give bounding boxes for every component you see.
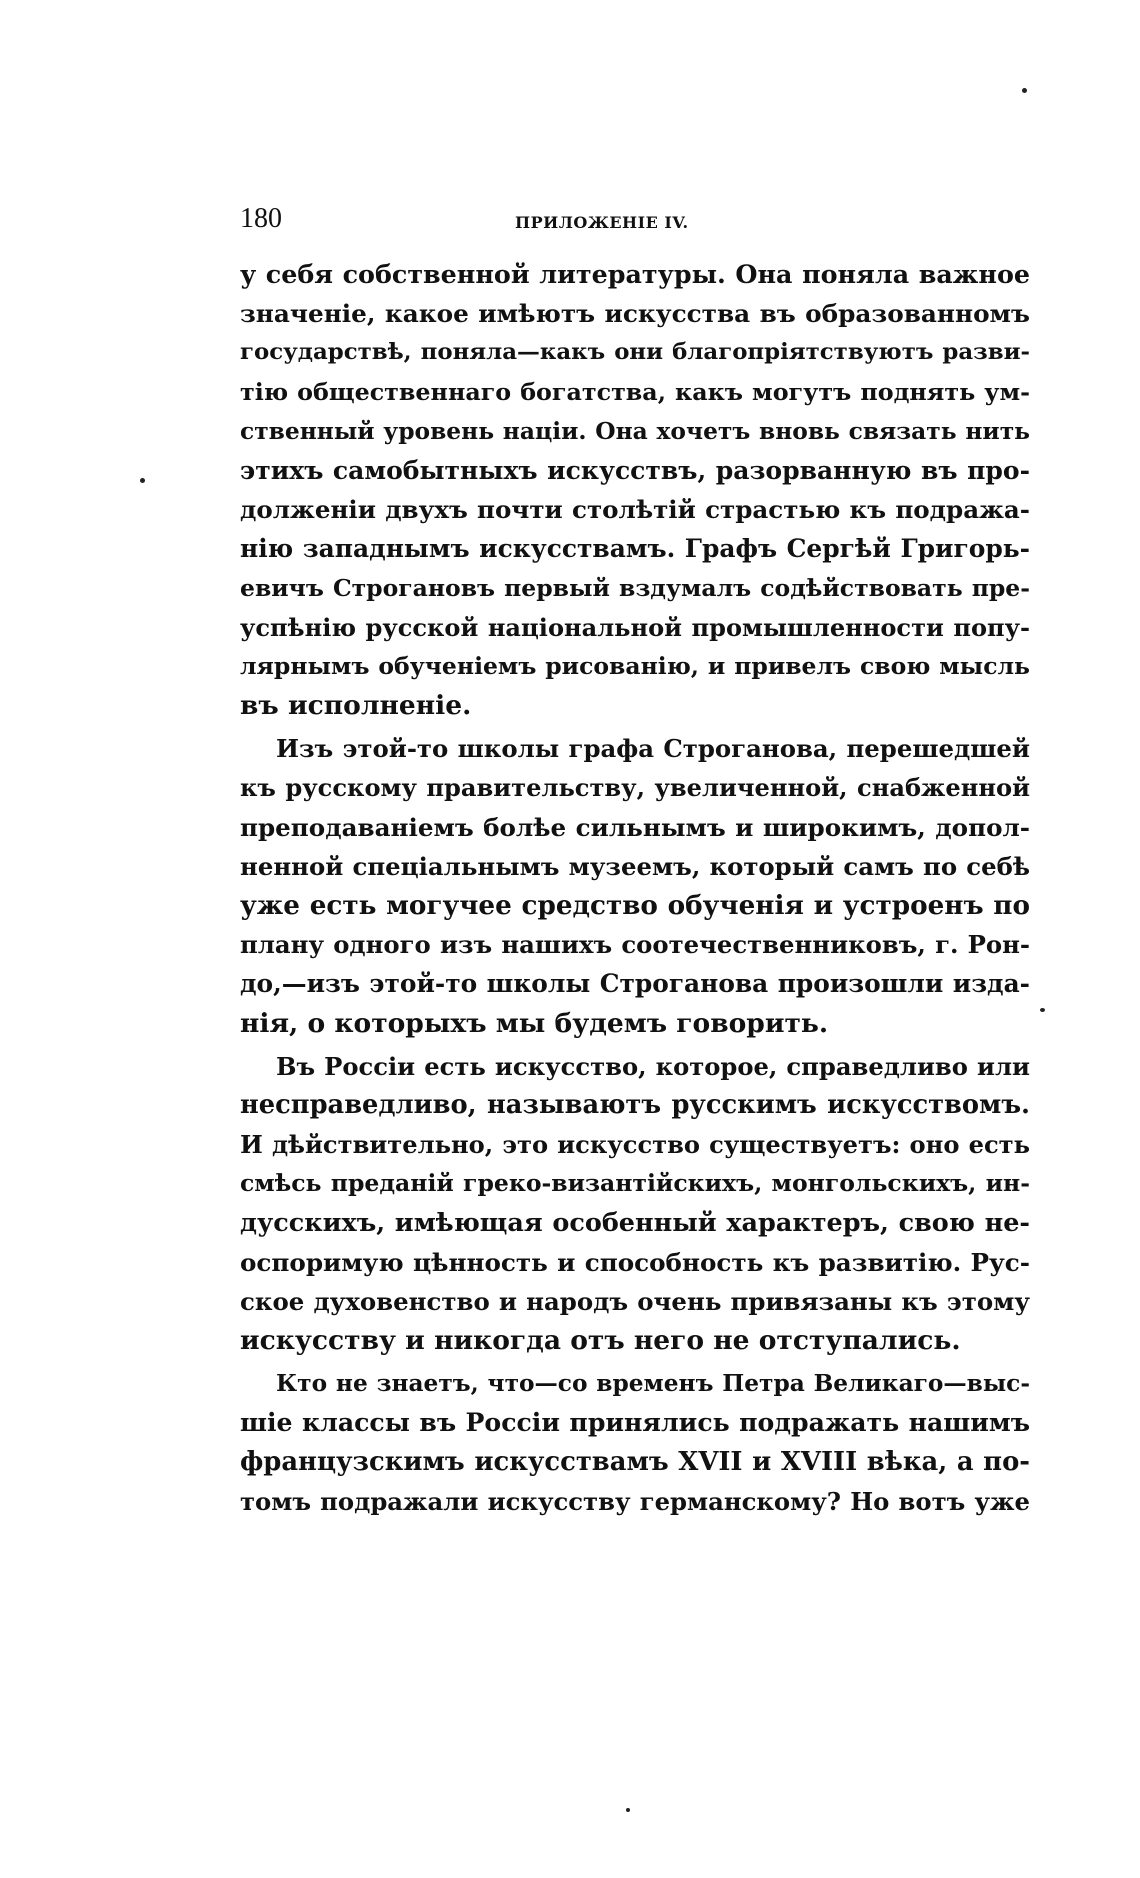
scan-speck xyxy=(1022,88,1027,93)
paragraph-2 xyxy=(240,729,1030,1043)
scan-speck xyxy=(626,1808,630,1812)
text-line: уже есть могучее средство обученія и устроенъ по xyxy=(240,890,1030,921)
text-line: ственный уровень націи. Она хочетъ вновь связать нить xyxy=(240,416,1030,445)
text-line: плану одного изъ нашихъ соотечественниковъ, г. Рон- xyxy=(240,930,1030,960)
text-line: до,—изъ этой-то школы Строганова произошли изда- xyxy=(240,969,1030,999)
text-line: тію общественнаго богатства, какъ могутъ поднять ум- xyxy=(240,377,1030,406)
text-line: евичъ Строгановъ первый вздумалъ содѣйствовать пре- xyxy=(240,573,1030,602)
text-line: оспоримую цѣнность и способность къ развитію. Рус- xyxy=(240,1247,1030,1277)
text-line: лярнымъ обученіемъ рисованію, и привелъ свою мысль xyxy=(240,651,1030,680)
text-line: у себя собственной литературы. Она поняла важное xyxy=(240,259,1030,289)
text-line: къ русскому правительству, увеличенной, снабженной xyxy=(240,773,1030,803)
scan-speck xyxy=(1040,1008,1045,1012)
text-line: государствѣ, поняла—какъ они благопріятствуютъ разви- xyxy=(240,339,1030,366)
paragraph-1 xyxy=(240,255,1030,725)
text-line: смѣсь преданій греко-византійскихъ, монгольскихъ, ин- xyxy=(240,1169,1030,1198)
scan-speck xyxy=(140,478,145,483)
text-line: И дѣйствительно, это искусство существуетъ: оно есть xyxy=(240,1130,1030,1160)
text-line: французскимъ искусствамъ XVII и XVIII вѣка, а по- xyxy=(240,1446,1030,1477)
text-line: въ исполненіе. xyxy=(240,690,472,722)
text-line: томъ подражали искусству германскому? Но вотъ уже xyxy=(240,1486,1030,1516)
text-line: дусскихъ, имѣющая особенный характеръ, свою не- xyxy=(240,1207,1030,1238)
text-line: Въ Россіи есть искусство, которое, справедливо или xyxy=(276,1051,1030,1081)
page-number: 180 xyxy=(240,203,282,234)
paragraph-3 xyxy=(240,1047,1030,1361)
text-line: нія, о которыхъ мы будемъ говорить. xyxy=(240,1007,829,1039)
text-line: нію западнымъ искусствамъ. Графъ Сергѣй Григорь- xyxy=(240,534,1030,564)
text-line: успѣнію русской національной промышленности попу- xyxy=(240,612,1030,642)
text-line: несправедливо, называютъ русскимъ искусствомъ. xyxy=(240,1089,1030,1120)
paragraph-4 xyxy=(240,1364,1030,1521)
text-line: Изъ этой-то школы графа Строганова, перешедшей xyxy=(276,734,1030,764)
text-line: долженіи двухъ почти столѣтій страстью къ подража- xyxy=(240,495,1030,525)
text-line: шіе классы въ Россіи принялись подражать нашимъ xyxy=(240,1407,1030,1438)
text-line: ское духовенство и народъ очень привязаны къ этому xyxy=(240,1286,1030,1316)
running-head: ПРИЛОЖЕНІЕ IV. xyxy=(515,213,689,232)
page-header xyxy=(240,203,1025,243)
text-line: искусству и никогда отъ него не отступались. xyxy=(240,1325,961,1357)
text-line: значеніе, какое имѣютъ искусства въ образованномъ xyxy=(240,299,1030,329)
text-line: ненной спеціальнымъ музеемъ, который самъ по себѣ xyxy=(240,851,1030,881)
text-line: Кто не знаетъ, что—со временъ Петра Великаго—выс- xyxy=(276,1370,1030,1398)
body-text xyxy=(240,255,1030,1521)
text-line: этихъ самобытныхъ искусствъ, разорванную въ про- xyxy=(240,455,1030,485)
text-line: преподаваніемъ болѣе сильнымъ и широкимъ, допол- xyxy=(240,812,1030,842)
